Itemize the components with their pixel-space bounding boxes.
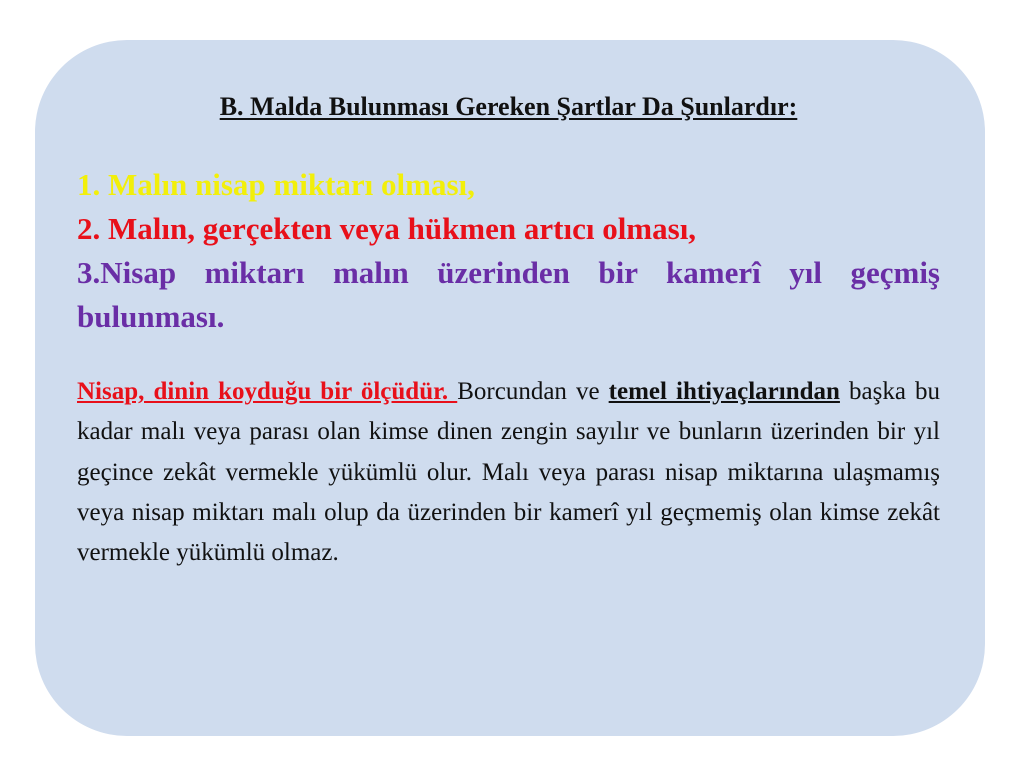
conditions-list — [77, 163, 940, 339]
content-card — [35, 40, 985, 736]
condition-item-3: 3.Nisap miktarı malın üzerinden bir kamerî yıl geçmiş bulunması. — [77, 255, 940, 334]
slide-title: B. Malda Bulunması Gereken Şartlar Da Şunlardır: — [219, 92, 798, 121]
paragraph-text-2: başka bu kadar malı veya parası olan kimse dinen zengin sayılır ve bunların üzerinden bir yıl geçince zekât vermekle yükümlü olur. Malı veya parası nisap miktarına ulaşmamış veya nisap miktarı malı olup da üzerinden bir kamerî yıl geçmemiş olan kimse zekât vermekle yükümlü olmaz. — [77, 378, 940, 567]
condition-item-2: 2. Malın, gerçekten veya hükmen artıcı olması, — [77, 211, 697, 246]
nisap-definition-lead: Nisap, dinin koyduğu bir ölçüdür. — [77, 378, 458, 405]
paragraph-text-1: Borcundan ve — [457, 378, 609, 405]
paragraph-emphasis: temel ihtiyaçlarından — [608, 378, 840, 405]
nisap-paragraph — [77, 372, 940, 573]
content-area — [77, 90, 940, 573]
condition-item-1: 1. Malın nisap miktarı olması, — [77, 167, 475, 202]
